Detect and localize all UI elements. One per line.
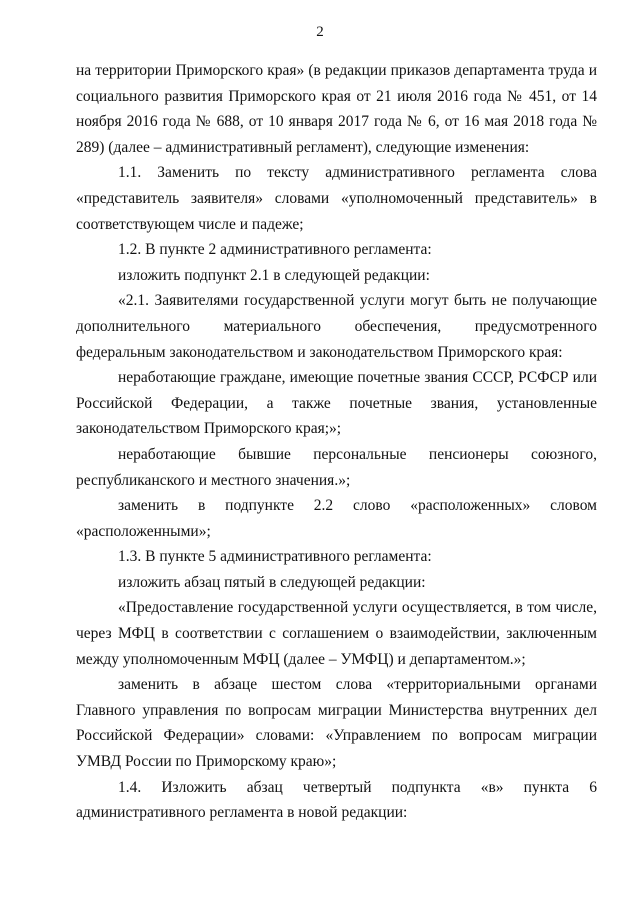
paragraph: «2.1. Заявителями государственной услуги могут быть не получающие дополнительного материального обеспечения, предусмотренного федеральным законодательством и законодательством Приморского края: [76,292,597,361]
paragraph: 1.2. В пункте 2 административного регламента: [118,241,432,259]
paragraph: заменить в абзаце шестом слова «территориальными органами Главного управления по вопросам миграции Министерства внутренних дел Российской Федерации» словами: «Управлением по вопросам миграции УМВД России по Приморскому краю»; [76,676,597,771]
paragraph: «Предоставление государственной услуги осуществляется, в том числе, через МФЦ в соответствии с соглашением о взаимодействии, заключенным между уполномоченным МФЦ (далее – УМФЦ) и департаментом.»; [76,599,597,668]
page-number: 2 [316,24,324,40]
document-body [76,58,597,826]
paragraph: изложить абзац пятый в следующей редакции: [118,573,426,591]
paragraph: 1.1. Заменить по тексту административного регламента слова «представитель заявителя» словами «уполномоченный представитель» в соответствующем числе и падеже; [76,164,597,233]
paragraph: на территории Приморского края» (в редакции приказов департамента труда и социального развития Приморского края от 21 июля 2016 года № 451, от 14 ноября 2016 года № 688, от 10 января 2017 года № 6, от 16 мая 2018 года № 289) (далее – административный регламент), следующие изменения: [76,62,597,156]
paragraph: изложить подпункт 2.1 в следующей редакции: [118,266,430,284]
paragraph: 1.4. Изложить абзац четвертый подпункта «в» пункта 6 административного регламента в новой редакции: [76,778,597,822]
paragraph: неработающие бывшие персональные пенсионеры союзного, республиканского и местного значения.»; [76,445,597,489]
paragraph: 1.3. В пункте 5 административного регламента: [118,548,432,566]
paragraph: неработающие граждане, имеющие почетные звания СССР, РСФСР или Российской Федерации, а также почетные звания, установленные законодательством Приморского края;»; [76,369,597,438]
paragraph: заменить в подпункте 2.2 слово «расположенных» словом «расположенными»; [76,497,597,540]
